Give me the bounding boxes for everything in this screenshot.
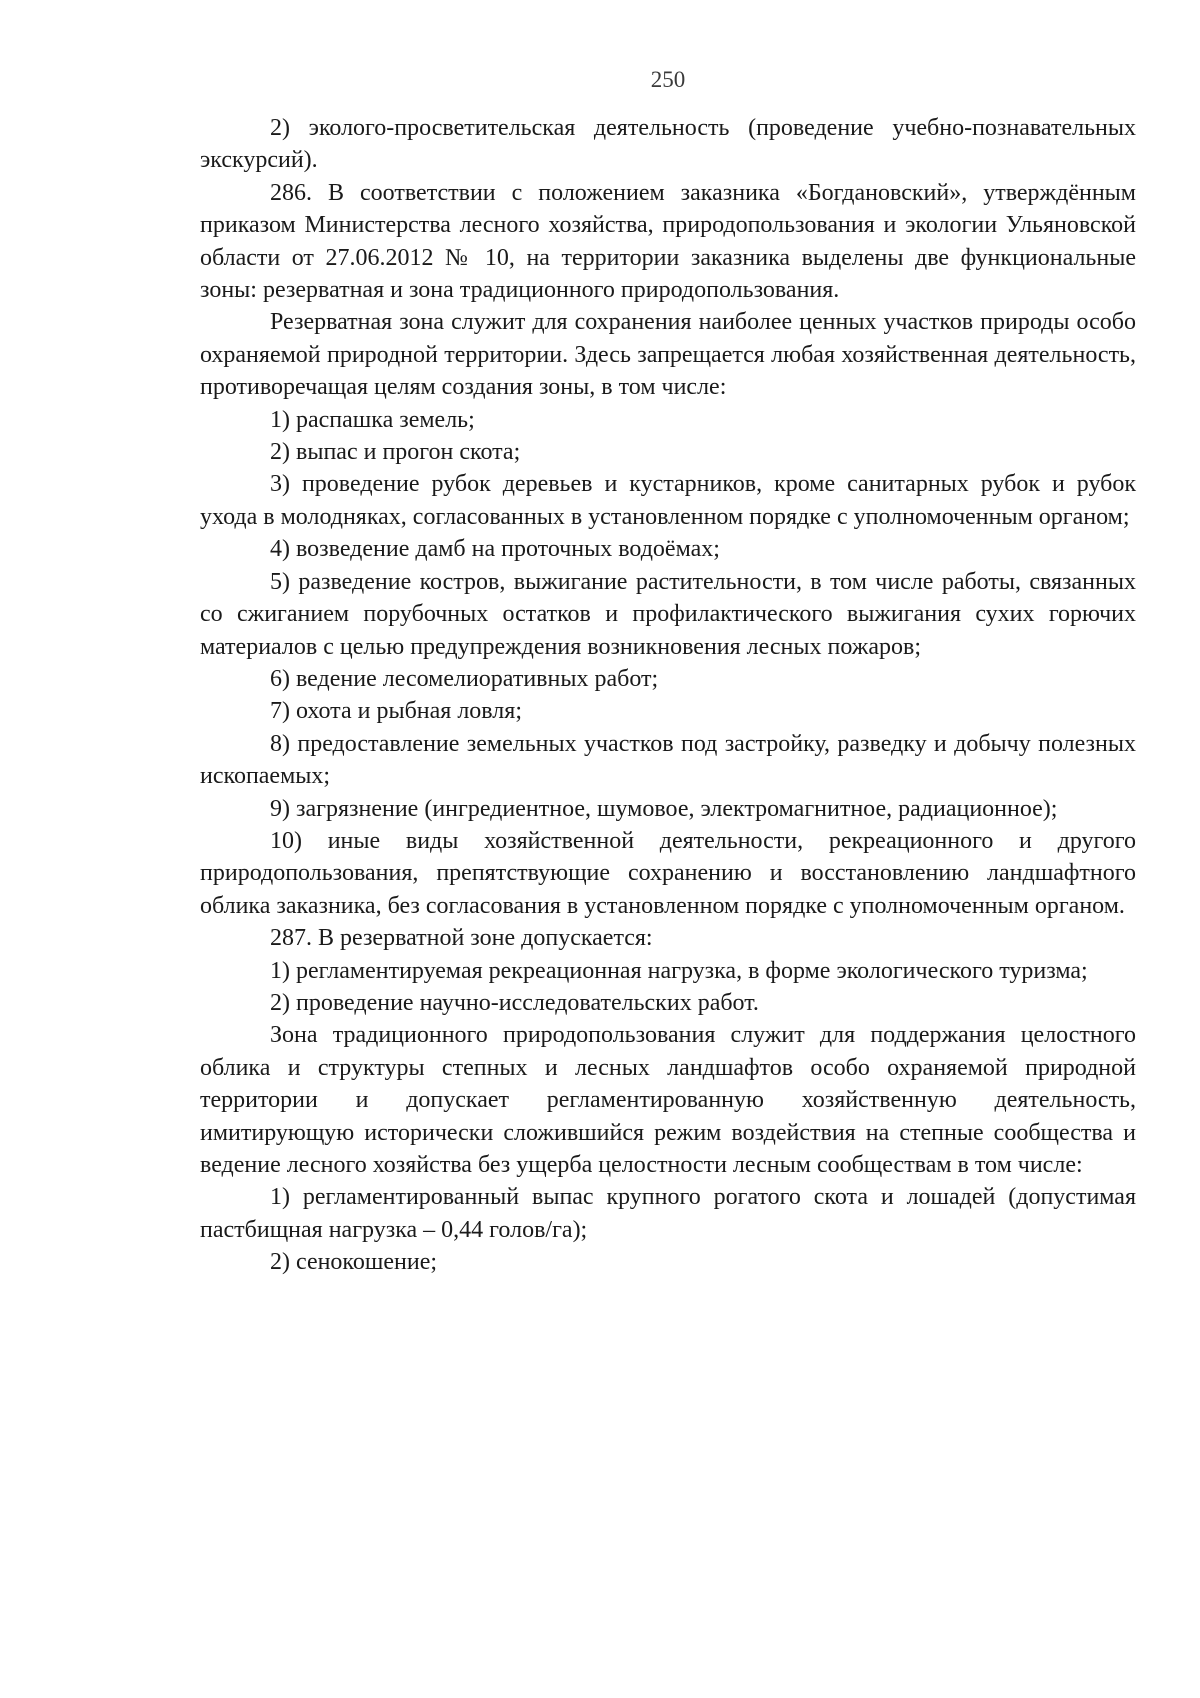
document-page bbox=[200, 64, 1136, 1279]
list-item: 2) сенокошение; bbox=[270, 1249, 438, 1276]
list-item: 4) возведение дамб на проточных водоёмах; bbox=[270, 536, 720, 563]
paragraph-286: 286. В соответствии с положением заказника «Богдановский», утверждённым приказом Министерства лесного хозяйства, природопользования и экологии Ульяновской области от 27.06.2012 № 10, на территории заказника выделены две функциональные зоны: резерватная и зона традиционного природопользования. bbox=[200, 179, 1136, 304]
list-item: 7) охота и рыбная ловля; bbox=[270, 698, 522, 725]
list-item: 2) проведение научно-исследовательских работ. bbox=[270, 989, 759, 1016]
paragraph-287: 287. В резерватной зоне допускается: bbox=[270, 925, 653, 952]
list-item: 3) проведение рубок деревьев и кустарников, кроме санитарных рубок и рубок ухода в молодняках, согласованных в установленном порядке с уполномоченным органом; bbox=[200, 471, 1136, 530]
list-item: 1) распашка земель; bbox=[270, 406, 475, 433]
list-item: 6) ведение лесомелиоративных работ; bbox=[270, 665, 659, 692]
page-number: 250 bbox=[650, 67, 686, 92]
list-item: 1) регламентированный выпас крупного рогатого скота и лошадей (допустимая пастбищная нагрузка – 0,44 голов/га); bbox=[200, 1184, 1136, 1243]
list-item: 5) разведение костров, выжигание растительности, в том числе работы, связанных со сжиганием порубочных остатков и профилактического выжигания сухих горючих материалов с целью предупреждения возникновения лесных пожаров; bbox=[200, 568, 1136, 660]
list-item: 2) выпас и прогон скота; bbox=[270, 439, 521, 466]
document-body bbox=[200, 112, 1136, 1279]
list-item: 1) регламентируемая рекреационная нагрузка, в форме экологического туризма; bbox=[270, 957, 1088, 984]
list-item: 8) предоставление земельных участков под застройку, разведку и добычу полезных ископаемых; bbox=[200, 730, 1136, 790]
paragraph-reserve-zone: Резерватная зона служит для сохранения наиболее ценных участков природы особо охраняемой природной территории. Здесь запрещается любая хозяйственная деятельность, противоречащая целям создания зоны, в том числе: bbox=[200, 309, 1136, 401]
list-item: 10) иные виды хозяйственной деятельности, рекреационного и другого природопользования, препятствующие сохранению и восстановлению ландшафтного облика заказника, без согласования в установленном порядке с уполномоченным органом. bbox=[200, 827, 1136, 919]
paragraph-traditional-zone: Зона традиционного природопользования служит для поддержания целостного облика и структуры степных и лесных ландшафтов особо охраняемой природной территории и допускает регламентированную хозяйственную деятельность, имитирующую исторически сложившийся режим воздействия на степные сообщества и ведение лесного хозяйства без ущерба целостности лесным сообществам в том числе: bbox=[200, 1022, 1136, 1178]
paragraph-activity-2: 2) эколого-просветительская деятельность (проведение учебно-познавательных экскурсий). bbox=[200, 115, 1136, 174]
list-item: 9) загрязнение (ингредиентное, шумовое, электромагнитное, радиационное); bbox=[270, 795, 1058, 822]
